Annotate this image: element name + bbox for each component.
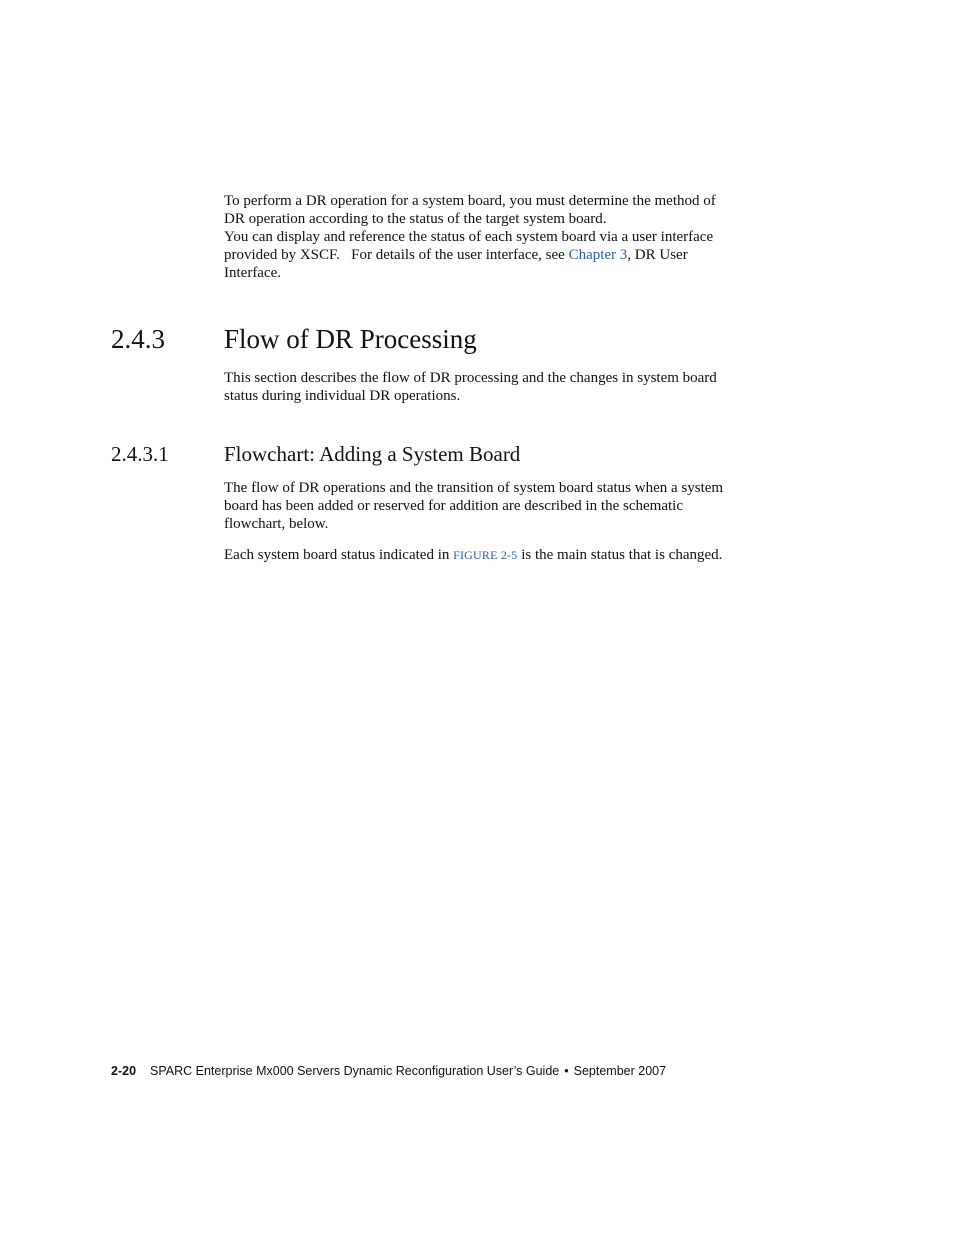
page-footer [111,1063,666,1079]
subsection-line-2: board has been added or reserved for addition are described in the schematic [224,498,683,514]
section-line-1: This section describes the flow of DR processing and the changes in system board [224,370,717,386]
section-line-2: status during individual DR operations. [224,388,461,404]
subsection-number: 2.4.3.1 [111,442,169,466]
subsection-paragraph [224,479,799,533]
page-number: 2-20 [111,1064,137,1078]
subsection-line-3: flowchart, below. [224,516,329,532]
intro-line-1: To perform a DR operation for a system board, you must determine the method of [224,193,716,209]
intro-line-4-suffix: , DR User [627,247,688,263]
intro-line-2: DR operation according to the status of the target system board. [224,211,607,227]
section-title: Flow of DR Processing [224,324,477,354]
status-suffix: is the main status that is changed. [517,547,723,563]
subsection-line-1: The flow of DR operations and the transition of system board status when a system [224,480,724,496]
intro-line-4-text: provided by XSCF. For details of the user interface, see [224,247,569,263]
section-paragraph [224,369,799,405]
intro-line-5: Interface. [224,265,282,281]
section-number: 2.4.3 [111,324,165,354]
status-paragraph [224,546,799,564]
footer-title: SPARC Enterprise Mx000 Servers Dynamic Reconfiguration User’s Guide [150,1064,560,1078]
footer-date: September 2007 [573,1064,667,1078]
status-line [224,546,799,564]
intro-line-3: You can display and reference the status of each system board via a user interface [224,229,714,245]
chapter-3-link[interactable]: Chapter 3 [568,247,628,263]
figure-2-5-link[interactable]: FIGURE 2-5 [453,548,518,562]
footer-bullet: • [564,1064,569,1078]
intro-line-4 [224,246,799,264]
intro-paragraph [224,192,799,282]
status-prefix: Each system board status indicated in [224,547,454,563]
subsection-title: Flowchart: Adding a System Board [224,442,521,466]
